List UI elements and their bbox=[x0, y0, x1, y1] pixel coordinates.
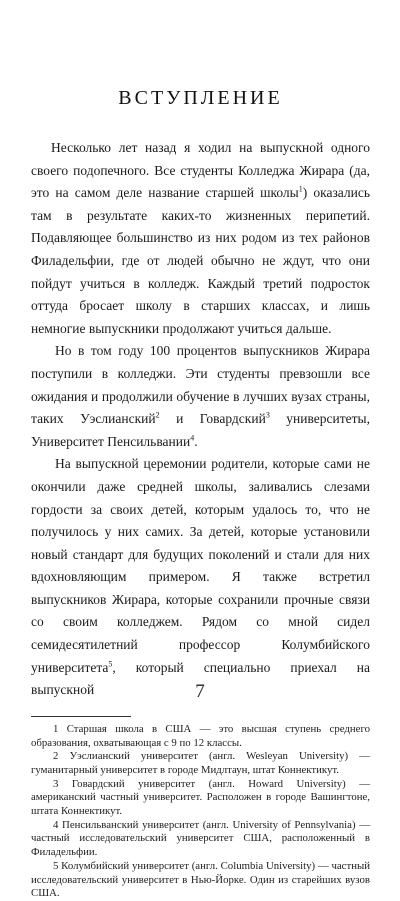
chapter-title: ВСТУПЛЕНИЕ bbox=[118, 87, 283, 109]
paragraph-1-text-end: ) оказались там в результате каких-то жизненных перипетий. Подавляющее большинство из них родом из тех районов Филадельфии, где от людей обычно не ждут, что они пойдут учиться в колледж. Каждый третий подросток оттуда бросает школу в старших классах, и лишь немногие выпускники продолжают учиться дальше. bbox=[31, 185, 370, 336]
page-number: 7 bbox=[195, 681, 205, 702]
paragraph-2-text-rest: университеты, Университет Пенсильвании bbox=[31, 411, 370, 449]
paragraph-2 bbox=[31, 340, 370, 453]
footnote-1: 1 Старшая школа в США — это высшая ступень среднего образования, охватывающая с 9 по 12 классы. bbox=[31, 722, 370, 749]
footnote-ref-1: 1 bbox=[298, 184, 303, 194]
footnote-4: 4 Пенсильванский университет (англ. University of Pennsylvania) — частный исследовательский университет США, расположенный в Филадельфии. bbox=[31, 818, 370, 859]
footnote-3: 3 Говардский университет (англ. Howard University) — американский частный университет. Расположен в городе Вашингтоне, штата Коннектикут. bbox=[31, 777, 370, 818]
paragraph-1 bbox=[31, 137, 370, 340]
footnote-separator bbox=[31, 716, 131, 717]
footnote-2: 2 Уэслианский университет (англ. Wesleyan University) — гуманитарный университет в городе Мидлтаун, штат Коннектикут. bbox=[31, 750, 370, 776]
footnote-ref-4: 4 bbox=[190, 433, 195, 443]
footnotes bbox=[31, 723, 370, 901]
footnote-ref-3: 3 bbox=[265, 410, 270, 420]
body-text bbox=[31, 137, 370, 702]
paragraph-3-text-start: На выпускной церемонии родители, которые сами не окончили даже средней школы, заливались слезами гордости за своих детей, которым удалось то, что не получилось у них самих. За детей, которые установили новый стандарт для будущих поколений и стали для них вдохновляющим примером. Я также встретил выпускников Жирара, которые сохранили прочные связи со своим колледжем. Рядом со мной сидел семидесятилетний профессор Колумбийского университета bbox=[31, 456, 370, 675]
paragraph-3-text-end: , который специально приехал на выпускной bbox=[31, 659, 370, 698]
footnote-ref-2: 2 bbox=[155, 410, 160, 420]
paragraph-1-text-start: Несколько лет назад я ходил на выпускной одного своего подопечного. Все студенты Колледжа Жирара (да, это на самом деле название старшей школы bbox=[31, 140, 370, 201]
paragraph-2-text-start: Но в том году 100 процентов выпускников Жирара поступили в колледжи. Эти студенты превзошли все ожидания и продолжили обучение в лучших вузах страны, таких Уэслианский bbox=[31, 343, 370, 427]
paragraph-2-text-middle: и Говардский bbox=[159, 411, 266, 427]
paragraph-2-text-end: . bbox=[194, 433, 198, 449]
paragraph-3 bbox=[31, 453, 370, 702]
footnote-ref-5: 5 bbox=[108, 659, 113, 669]
footnote-5: 5 Колумбийский университет (англ. Columbia University) — частный исследовательский университет в Нью-Йорке. Один из старейших вузов США. bbox=[31, 859, 370, 900]
